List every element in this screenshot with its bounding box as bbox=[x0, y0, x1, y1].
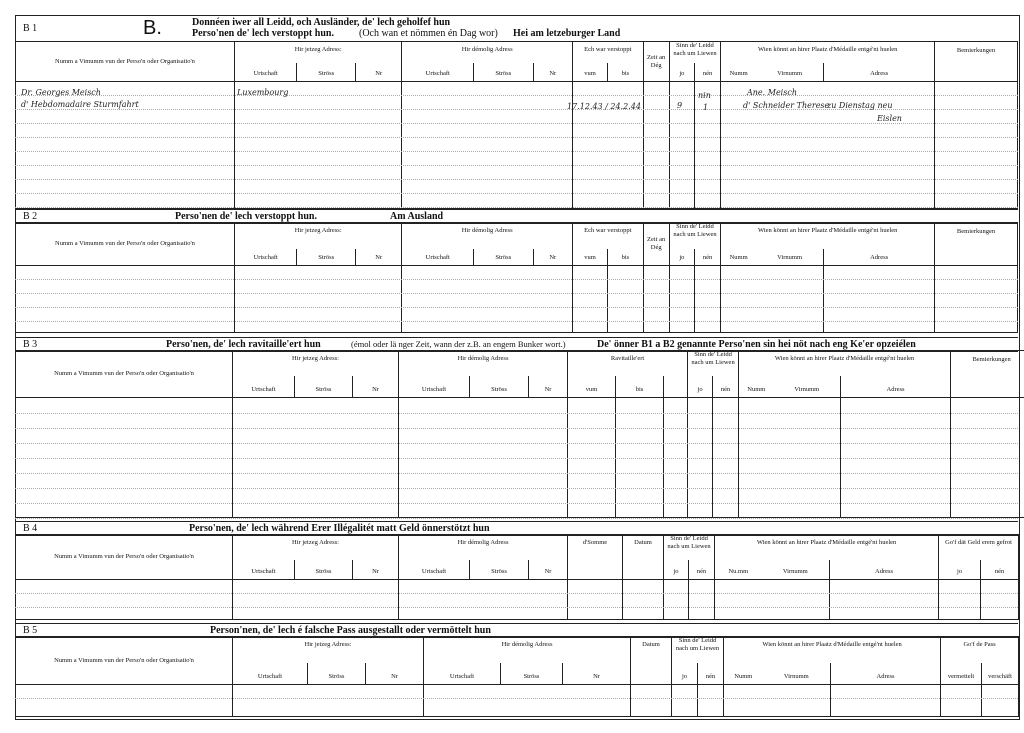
section-b3 bbox=[15, 337, 1018, 518]
b4-h-adress: Adress bbox=[830, 560, 939, 580]
b1-h-jo: jo bbox=[669, 63, 694, 82]
b3-rules bbox=[15, 399, 1018, 517]
b5-label: B 5 bbox=[23, 625, 38, 636]
b1-h-vum: vum bbox=[572, 63, 607, 82]
b1-h-old-urtschaft: Urtschaft bbox=[402, 63, 474, 82]
b5-h-numm: Numm bbox=[724, 663, 763, 685]
b3-h-old-nr: Nr bbox=[529, 376, 568, 398]
section-b5 bbox=[15, 623, 1018, 718]
b4-label: B 4 bbox=[23, 523, 38, 534]
b2-h-hidden: Ech war verstoppt bbox=[572, 223, 643, 249]
section-b2 bbox=[15, 209, 1018, 333]
b4-h-jo: jo bbox=[664, 560, 689, 580]
b1-title-line2b: (Och wan et nömmen én Dag wor) bbox=[359, 28, 498, 39]
b1-hw-m-virnumm: d' Schneider Therese bbox=[743, 101, 830, 110]
b2-h-urtschaft: Urtschaft bbox=[234, 249, 297, 266]
b5-h-old-urtschaft: Urtschaft bbox=[424, 663, 501, 685]
b3-title-b: (émol oder lä nger Zeit, wann der z.B. an engem Bunker wort.) bbox=[351, 339, 566, 349]
b5-h-name: Numm a Vimumm vun der Perso'n oder Organisatio'n bbox=[16, 637, 233, 685]
b3-title-c: De' önner B1 a B2 genannte Perso'nen sin hei nöt nach eng Ke'er opzeiélen bbox=[597, 339, 916, 350]
b2-h-name: Numm a Vimumm vun der Perso'n oder Organisatio'n bbox=[16, 223, 235, 266]
b1-h-bis: bis bbox=[608, 63, 643, 82]
b5-h-current: Hir jetzeg Adress: bbox=[233, 637, 424, 663]
b1-h-old-stross: Ströss bbox=[474, 63, 534, 82]
b3-h-numm: Numm bbox=[739, 376, 774, 398]
b1-h-sinn: Sinn de' Leidd nach um Liewen bbox=[669, 42, 720, 63]
b5-h-medal: Wien könnt an hirer Plaatz d'Médaille entgé'nt huelen bbox=[724, 637, 941, 663]
b1-hw-urtschaft: Luxembourg bbox=[237, 88, 289, 97]
b5-h-nr: Nr bbox=[366, 663, 424, 685]
b3-h-sinn: Sinn de' Leidd nach um Liewen bbox=[688, 351, 739, 376]
b2-h-old-urtschaft: Urtschaft bbox=[402, 249, 474, 266]
b2-h-nen: nén bbox=[695, 249, 721, 266]
b1-h-nen: nén bbox=[695, 63, 721, 82]
b1-hw-name2: d' Hebdomadaire Sturmfahrt bbox=[21, 100, 139, 109]
b1-h-stross: Ströss bbox=[297, 63, 356, 82]
b2-h-jo: jo bbox=[669, 249, 694, 266]
b5-rules bbox=[15, 685, 1018, 716]
b2-rules bbox=[15, 266, 1018, 332]
b3-label: B 3 bbox=[23, 339, 38, 350]
b2-h-vum: vum bbox=[572, 249, 607, 266]
b1-hw-m-adress1: zu Dienstag neu bbox=[827, 101, 893, 110]
b4-h-old-stross: Ströss bbox=[470, 560, 529, 580]
b3-h-vum: vum bbox=[568, 376, 616, 398]
b2-h-bis: bis bbox=[608, 249, 643, 266]
b4-rules bbox=[15, 580, 1018, 619]
b1-hw-nen: 1 bbox=[703, 103, 709, 112]
b3-h-blank bbox=[664, 376, 688, 398]
section-b4 bbox=[15, 521, 1018, 621]
b1-h-adress: Adress bbox=[824, 63, 935, 82]
b4-h-geld: Go'f dät Geld erem gefrot bbox=[939, 535, 1019, 560]
b3-h-nen: nén bbox=[713, 376, 739, 398]
b3-h-remarks: Bemierkungen bbox=[951, 351, 1024, 398]
b2-h-medal: Wien könnt an hirer Plaatz d'Médaille entgé'nt huelen bbox=[721, 223, 935, 249]
b2-h-old: Hir démolig Adress bbox=[402, 223, 573, 249]
b1-h-name: Numm a Vimumm vun der Perso'n oder Organisatio'n bbox=[16, 42, 235, 82]
b5-h-jo: jo bbox=[672, 663, 698, 685]
b3-h-bis: bis bbox=[616, 376, 664, 398]
section-b1 bbox=[15, 15, 1018, 209]
b4-h-old: Hir démolig Adress bbox=[399, 535, 568, 560]
b4-h-medal: Wien könnt an hirer Plaatz d'Médaille entgé'nt huelen bbox=[715, 535, 939, 560]
b1-hw-m-adress2: Eislen bbox=[877, 114, 902, 123]
b1-h-old: Hir démolig Adress bbox=[402, 42, 573, 63]
b5-h-old: Hir démolig Adress bbox=[424, 637, 631, 663]
b2-h-stross: Ströss bbox=[297, 249, 356, 266]
b3-h-virnumm: Virnumm bbox=[774, 376, 841, 398]
b2-title: Perso'nen de' lech verstoppt hun. bbox=[175, 211, 317, 222]
b1-h-virnumm: Virnumm bbox=[756, 63, 824, 82]
b5-h-old-nr: Nr bbox=[563, 663, 631, 685]
b4-h-sinn: Sinn de' Leidd nach um Liewen bbox=[664, 535, 715, 560]
b5-h-old-stross: Ströss bbox=[501, 663, 563, 685]
b4-h-numm: Nu.mm bbox=[715, 560, 762, 580]
b1-hw-name1: Dr. Georges Meisch bbox=[21, 88, 101, 97]
b4-h-virnumm: Virnumm bbox=[762, 560, 830, 580]
b4-h-urtschaft: Urtschaft bbox=[233, 560, 295, 580]
b5-h-urtschaft: Urtschaft bbox=[233, 663, 308, 685]
b5-h-virnumm: Virnumm bbox=[763, 663, 831, 685]
b3-h-medal: Wien könnt an hirer Plaatz d'Médaille entgé'nt huelen bbox=[739, 351, 951, 376]
b1-title-line2c: Hei am letzeburger Land bbox=[513, 28, 621, 39]
b1-title-line2a: Perso'nen de' lech verstoppt hun. bbox=[192, 28, 334, 39]
b4-h-nr: Nr bbox=[353, 560, 399, 580]
b2-h-numm: Numm bbox=[721, 249, 756, 266]
b2-label: B 2 bbox=[23, 211, 38, 222]
b2-title2: Am Ausland bbox=[390, 211, 444, 222]
b1-hw-dates: 17.12.43 / 24.2.44 bbox=[567, 102, 641, 111]
b4-h-old-urtschaft: Urtschaft bbox=[399, 560, 470, 580]
b2-h-adress: Adress bbox=[824, 249, 935, 266]
b1-h-current: Hir jetzeg Adress: bbox=[234, 42, 401, 63]
b2-h-old-nr: Nr bbox=[533, 249, 572, 266]
b1-h-hidden: Ech war verstoppt bbox=[572, 42, 643, 63]
b3-h-old: Hir démolig Adress bbox=[399, 351, 568, 376]
b1-h-zeit: Zeit an Dég bbox=[643, 42, 669, 82]
b4-h-jo2: jo bbox=[939, 560, 981, 580]
b2-h-zeit: Zeit an Dég bbox=[643, 223, 669, 266]
form-letter: B. bbox=[143, 17, 162, 39]
b3-h-old-stross: Ströss bbox=[470, 376, 529, 398]
b3-h-nr: Nr bbox=[353, 376, 399, 398]
b4-h-current: Hir jetzeg Adress: bbox=[233, 535, 399, 560]
b3-h-adress: Adress bbox=[841, 376, 951, 398]
b2-h-old-stross: Ströss bbox=[474, 249, 534, 266]
b1-hw-m-numm: Ane. Meisch bbox=[747, 88, 797, 97]
b5-h-versch: verschäft bbox=[982, 663, 1019, 685]
b2-h-nr: Nr bbox=[356, 249, 402, 266]
b1-label: B 1 bbox=[23, 23, 38, 34]
b1-h-old-nr: Nr bbox=[533, 63, 572, 82]
b3-h-stross: Ströss bbox=[295, 376, 353, 398]
b5-h-pass: Go'f de Pass bbox=[941, 637, 1019, 663]
b4-h-datum: Datum bbox=[623, 535, 664, 580]
b1-hw-jo: 9 bbox=[677, 101, 683, 110]
b1-h-medal: Wien könnt an hirer Plaatz d'Médaille entgé'nt huelen bbox=[721, 42, 935, 63]
b4-h-name: Numm a Vimumm vun der Perso'n oder Organisatio'n bbox=[16, 535, 233, 580]
b5-h-adress: Adress bbox=[831, 663, 941, 685]
b5-h-nen: nén bbox=[698, 663, 724, 685]
b1-title-bar bbox=[15, 15, 1018, 42]
b1-h-numm: Numm bbox=[721, 63, 756, 82]
b5-title: Person'nen, de' lech é falsche Pass ausgestallt oder vermöttelt hun bbox=[210, 625, 491, 636]
b1-title-line1: Donnéen iwer all Leidd, och Ausländer, de' lech geholfef hun bbox=[192, 17, 451, 28]
b3-h-rav: Ravitaille'ert bbox=[568, 351, 688, 376]
b4-h-somme: d'Somme bbox=[568, 535, 623, 580]
b4-h-nen2: nén bbox=[981, 560, 1019, 580]
b3-title-a: Perso'nen, de' lech ravitaille'ert hun bbox=[166, 339, 321, 350]
b2-h-virnumm: Virnumm bbox=[756, 249, 824, 266]
b5-h-verm: vermettelt bbox=[941, 663, 982, 685]
b4-h-old-nr: Nr bbox=[529, 560, 568, 580]
b4-h-nen: nén bbox=[689, 560, 715, 580]
b4-title: Perso'nen, de' lech während Erer Illégalitét matt Geld önnerstötzt hun bbox=[189, 523, 490, 534]
b2-h-sinn: Sinn de' Leidd nach um Liewen bbox=[669, 223, 720, 249]
b1-h-urtschaft: Urtschaft bbox=[234, 63, 297, 82]
b1-hw-nen-top: nin bbox=[698, 91, 711, 100]
b4-h-stross: Ströss bbox=[295, 560, 353, 580]
b5-h-stross: Ströss bbox=[308, 663, 366, 685]
b3-h-old-urtschaft: Urtschaft bbox=[399, 376, 470, 398]
b2-h-remarks: Bemierkungen bbox=[935, 223, 1018, 266]
b5-h-sinn: Sinn de' Leidd nach um Liewen bbox=[672, 637, 724, 663]
b1-h-nr: Nr bbox=[356, 63, 402, 82]
b3-h-name: Numm a Vimumm vun der Perso'n oder Organisatio'n bbox=[16, 351, 233, 398]
b2-h-current: Hir jetzeg Adress: bbox=[234, 223, 401, 249]
b3-h-current: Hir jetzeg Adress: bbox=[233, 351, 399, 376]
b3-h-jo: jo bbox=[688, 376, 713, 398]
b1-h-remarks: Bemierkungen bbox=[935, 42, 1018, 82]
b3-h-urtschaft: Urtschaft bbox=[233, 376, 295, 398]
b5-h-datum: Datum bbox=[631, 637, 672, 685]
